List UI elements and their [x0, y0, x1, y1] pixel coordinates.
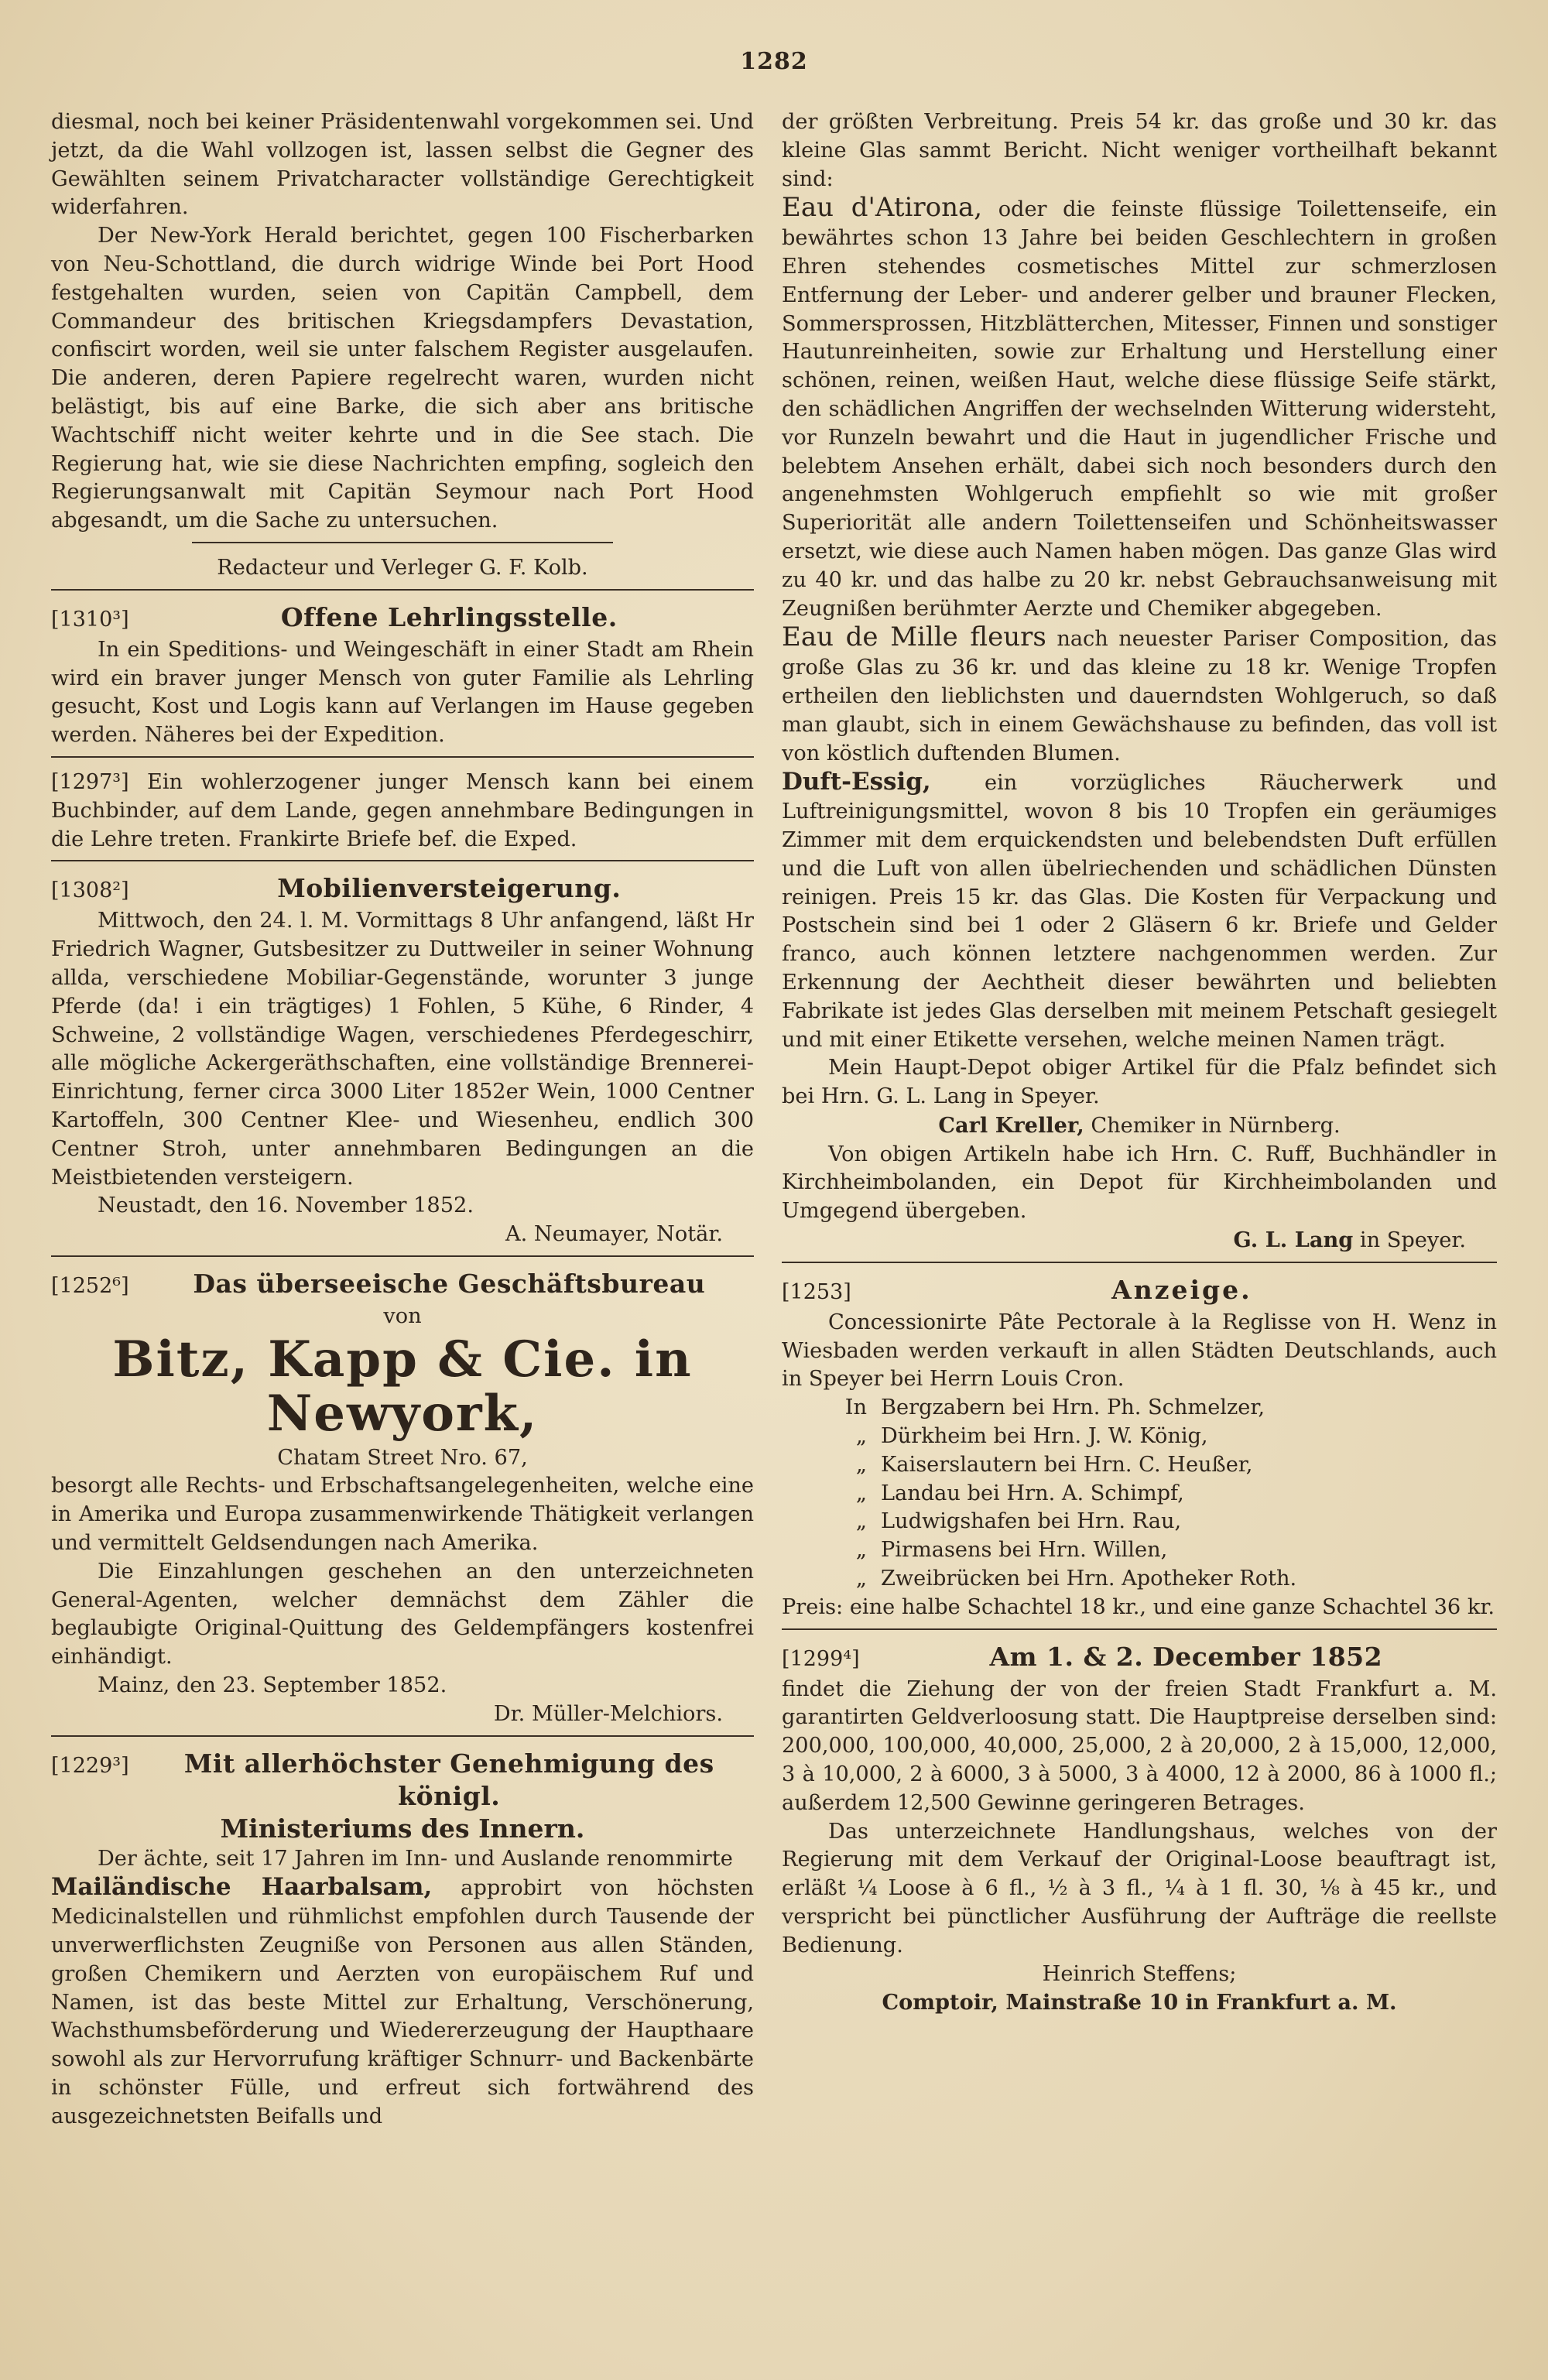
- signature: Heinrich Steffens;: [1042, 1961, 1237, 1986]
- ad-title: Anzeige.: [1111, 1274, 1252, 1305]
- right-column: [782, 108, 1497, 2017]
- product-description: ein vorzügliches Räucherwerk und Luftreinigungsmittel, wovon 8 bis 10 Tropfen ein geräumiges Zimmer mit dem erquickendsten und belebendsten Duft erfüllen und die Luft von allen übelriechenden und schädlichen Dünsten reinigen. Preis 15 kr. das Glas. Die Kosten für Verpackung und Postschein sind bei 1 oder 2 Gläsern 6 kr. Briefe und Gelder franco, auch können letztere nachgenommen werden. Zur Erkennung der Aechtheit dieser bewährten und beliebten Fabrikate ist jedes Glas derselben mit meinem Petschaft gesiegelt und mit einer Etikette versehen, welche meinen Namen trägt.: [782, 771, 1497, 1052]
- price-line: Preis: eine halbe Schachtel 18 kr., und eine ganze Schachtel 36 kr.: [782, 1594, 1495, 1619]
- place-date: Mainz, den 23. September 1852.: [98, 1673, 447, 1698]
- ad-body: Concessionirte Pâte Pectorale à la Reglisse von H. Wenz in Wiesbaden werden verkauft in allen Städten Deutschlands, auch in Speyer bei Herrn Louis Cron.: [782, 1310, 1497, 1392]
- news-paragraph: Der New-York Herald berichtet, gegen 100 Fischerbarken von Neu-Schottland, die durch widrige Winde bei Port Hood festgehalten wurden, seien von Capitän Campbell, dem Commandeur des britischen Kriegsdampfers Devastation, confiscirt worden, weil sie unter falschem Register ausgelaufen. Die anderen, deren Papiere regelrecht waren, wurden nicht belästigt, bis auf eine Barke, die sich aber ans britische Wachtschiff nicht weiter kehrte und in die See stach. Die Regierung hat, wie sie diese Nachrichten empfing, sogleich den Regierungsanwalt mit Capitän Seymour nach Port Hood abgesandt, um die Sache zu untersuchen.: [51, 224, 754, 533]
- ad-reference: [1252⁶]: [51, 1273, 129, 1298]
- ad-title: Das überseeische Geschäftsbureau: [193, 1268, 706, 1299]
- divider: [51, 1255, 754, 1257]
- signer-name: Carl Kreller,: [938, 1112, 1084, 1138]
- list-intro: In: [844, 1395, 867, 1420]
- ad-apprenticeship: [51, 601, 754, 750]
- ad-title: Mit allerhöchster Genehmigung des königl.: [183, 1748, 714, 1811]
- ad-reference: [1310³]: [51, 607, 129, 632]
- ditto-mark: „: [855, 1567, 867, 1591]
- list-item: „ Pirmasens bei Hrn. Willen,: [844, 1536, 1497, 1565]
- ad-body: besorgt alle Rechts- und Erbschaftsangelegenheiten, welche eine in Amerika und Europa zusammenwirkende Thätigkeit verlangen und vermittelt Geldsendungen nach Amerika.: [51, 1474, 754, 1556]
- ditto-mark: „: [855, 1452, 867, 1477]
- divider: [51, 1735, 754, 1737]
- signature: A. Neumayer, Notär.: [505, 1222, 723, 1247]
- ad-title-line2: Ministeriums des Innern.: [220, 1813, 585, 1844]
- ad-title: Mobilienversteigerung.: [277, 873, 622, 904]
- firm-address: Chatam Street Nro. 67,: [277, 1445, 528, 1470]
- editor-line: Redacteur und Verleger G. F. Kolb.: [217, 555, 588, 580]
- ad-continued-text: der größten Verbreitung. Preis 54 kr. das große und 30 kr. das kleine Glas sammt Bericht. Nicht weniger vortheilhaft bekannt sind:: [782, 110, 1497, 191]
- place-date: Neustadt, den 16. November 1852.: [98, 1193, 474, 1218]
- ad-hair-balm: [51, 1748, 754, 2132]
- list-item: „ Zweibrücken bei Hrn. Apotheker Roth.: [844, 1565, 1497, 1594]
- firm-address: Comptoir, Mainstraße 10 in Frankfurt a. M.: [882, 1990, 1397, 2015]
- ad-body: In ein Speditions- und Weingeschäft in einer Stadt am Rhein wird ein braver junger Mensch von guter Familie als Lehrling gesucht, Kost und Logis kann auf Verlangen im Hause gegeben werden. Näheres bei der Expedition.: [51, 637, 754, 748]
- ad-title: Am 1. & 2. December 1852: [989, 1641, 1383, 1672]
- ad-reference: [1253]: [782, 1279, 851, 1304]
- product-name: Duft-Essig,: [782, 768, 931, 796]
- location-list: [782, 1394, 1497, 1594]
- ad-body: Mittwoch, den 24. l. M. Vormittags 8 Uhr anfangend, läßt Hr Friedrich Wagner, Gutsbesitzer zu Duttweiler in seiner Wohnung allda, verschiedene Mobiliar-Gegenstände, worunter 3 junge Pferde (da! i ein trägtiges) 1 Fohlen, 5 Kühe, 6 Rinder, 4 Schweine, 2 vollständige Wagen, verschiedenes Pferdegeschirr, alle mögliche Ackergeräthschaften, eine vollständige Brennerei-Einrichtung, ferner circa 3000 Liter 1852er Wein, 1000 Centner Kartoffeln, 300 Centner Klee- und Wiesenheu, endlich 300 Centner Stroh, unter annehmbaren Bedingungen an die Meistbietenden versteigern.: [51, 909, 754, 1190]
- closing-text: Von obigen Artikeln habe ich Hrn. C. Ruff, Buchhändler in Kirchheimbolanden, ein Depot für Kirchheimbolanden und Umgegend übergeben.: [782, 1142, 1497, 1224]
- divider: [782, 1628, 1497, 1630]
- signer-name: G. L. Lang: [1233, 1228, 1354, 1253]
- product-description: oder die feinste flüssige Toilettenseife, ein bewährtes schon 13 Jahre bei beiden Geschlechtern in großen Ehren stehendes cosmetisches Mittel zur schmerzlosen Entfernung der Leber- und anderer gelber und brauner Flecken, Sommersprossen, Hitzblätterchen, Mitesser, Finnen und sonstiger Hautunreinheiten, sowie zur Erhaltung und Herstellung einer schönen, reinen, weißen Haut, welche diese flüssige Seife stärkt, den schädlichen Angriffen der wechselnden Witterung widersteht, vor Runzeln bewahrt und die Haut in jugendlicher Frische und belebtem Ansehen erhält, dabei sich noch besonders durch den angenehmsten Wohlgeruch empfiehlt so wie mit großer Superiorität alle andern Toilettenseifen und Schönheitswasser ersetzt, wie diese auch Namen haben mögen. Das ganze Glas wird zu 40 kr. und das halbe zu 20 kr. nebst Gebrauchsanweisung mit Zeugnißen berühmter Aerzte und Chemiker abgegeben.: [782, 197, 1497, 621]
- news-paragraph: diesmal, noch bei keiner Präsidentenwahl vorgekommen sei. Und jetzt, da die Wahl vollzogen ist, lassen selbst die Gegner des Gewählten seinem Privatcharacter vollständige Gerechtigkeit widerfahren.: [51, 110, 754, 220]
- ditto-mark: „: [855, 1538, 867, 1563]
- ad-body: approbirt von höchsten Medicinalstellen und rühmlichst empfohlen durch Tausende der unverwerflichsten Zeugniße von Personen aus allen Ständen, großen Chemikern und Aerzten von europäischem Ruf und Namen, ist das beste Mittel zur Erhaltung, Verschönerung, Wachsthumsbeförderung und Wiedererzeugung der Haupthaare sowohl als zur Hervorrufung kräftiger Schnurr- und Backenbärte in schönster Fülle, und erfreut sich fortwährend des ausgezeichnetsten Beifalls und: [51, 1876, 754, 2128]
- ditto-mark: „: [855, 1509, 867, 1534]
- ad-title: Offene Lehrlingsstelle.: [280, 601, 618, 632]
- ad-body: Das unterzeichnete Handlungshaus, welches von der Regierung mit dem Verkauf der Original-Loose beauftragt ist, erläßt ¼ Loose à 6 fl., ½ à 3 fl., ¼ à 1 fl. 30, ⅛ à 45 kr., und verspricht bei pünctlicher Ausführung der Aufträge die reellste Bedienung.: [782, 1819, 1497, 1957]
- ad-body: findet die Ziehung der von der freien Stadt Frankfurt a. M. garantirten Geldverloosung statt. Die Hauptpreise derselben sind: 200,000, 100,000, 40,000, 25,000, 2 à 20,000, 2 à 15,000, 12,000, 3 à 10,000, 2 à 6000, 3 à 5000, 3 à 4000, 12 à 2000, 86 à 1000 fl.; außerdem 12,500 Gewinne geringeren Betrages.: [782, 1676, 1497, 1815]
- list-item: „ Ludwigshafen bei Hrn. Rau,: [844, 1508, 1497, 1536]
- left-column: [51, 108, 754, 2132]
- depot-text: Mein Haupt-Depot obiger Artikel für die Pfalz befindet sich bei Hrn. G. L. Lang in Speyer.: [782, 1056, 1497, 1109]
- ad-bookbinder: [51, 769, 754, 854]
- ad-reference: [1297³]: [51, 769, 129, 794]
- product-name: Eau de Mille fleurs: [782, 622, 1046, 653]
- ditto-mark: „: [855, 1481, 867, 1505]
- divider: [51, 860, 754, 861]
- ad-body: Ein wohlerzogener junger Mensch kann bei einem Buchbinder, auf dem Lande, gegen annehmbare Bedingungen in die Lehre treten. Frankirte Briefe bef. die Exped.: [51, 769, 754, 851]
- list-item: „ Kaiserslautern bei Hrn. C. Heußer,: [844, 1451, 1497, 1480]
- list-item: „ Dürkheim bei Hrn. J. W. König,: [844, 1423, 1497, 1451]
- product-description: nach neuester Pariser Composition, das große Glas zu 36 kr. und das kleine zu 18 kr. Wenige Tropfen ertheilen den lieblichsten und dauerndsten Wohlgeruch, so daß man glaubt, sich in einem Gewächshause zu befinden, das voll ist von köstlich duftenden Blumen.: [782, 627, 1497, 765]
- divider: [51, 589, 754, 591]
- ad-reference: [1299⁴]: [782, 1646, 860, 1671]
- divider: [192, 542, 614, 543]
- page-number: 1282: [740, 48, 808, 75]
- signer-role: Chemiker in Nürnberg.: [1091, 1113, 1341, 1138]
- von-label: von: [383, 1303, 422, 1328]
- ad-body: Der ächte, seit 17 Jahren im Inn- und Auslande renommirte: [98, 1846, 733, 1871]
- signer-place: in Speyer.: [1359, 1228, 1466, 1253]
- list-item: „ Landau bei Hrn. A. Schimpf,: [844, 1480, 1497, 1508]
- product-name: Eau d'Atirona,: [782, 192, 983, 224]
- ad-lottery: [782, 1641, 1497, 2018]
- ad-pectoral-paste: [782, 1274, 1497, 1622]
- ad-body: Die Einzahlungen geschehen an den unterzeichneten General-Agenten, welcher demnächst dem Zähler die beglaubigte Original-Quittung des Geldempfängers kostenfrei einhändigt.: [51, 1559, 754, 1669]
- list-item: In Bergzabern bei Hrn. Ph. Schmelzer,: [844, 1394, 1497, 1423]
- ad-reference: [1229³]: [51, 1753, 129, 1778]
- divider: [782, 1262, 1497, 1263]
- signature: Dr. Müller-Melchiors.: [493, 1701, 723, 1726]
- ad-business-bureau: [51, 1268, 754, 1729]
- ad-reference: [1308²]: [51, 878, 129, 903]
- firm-name: Bitz, Kapp & Cie. in Newyork,: [112, 1330, 693, 1443]
- product-name: Mailändische Haarbalsam,: [51, 1873, 433, 1902]
- ad-auction: [51, 872, 754, 1249]
- ditto-mark: „: [855, 1424, 867, 1449]
- divider: [51, 756, 754, 758]
